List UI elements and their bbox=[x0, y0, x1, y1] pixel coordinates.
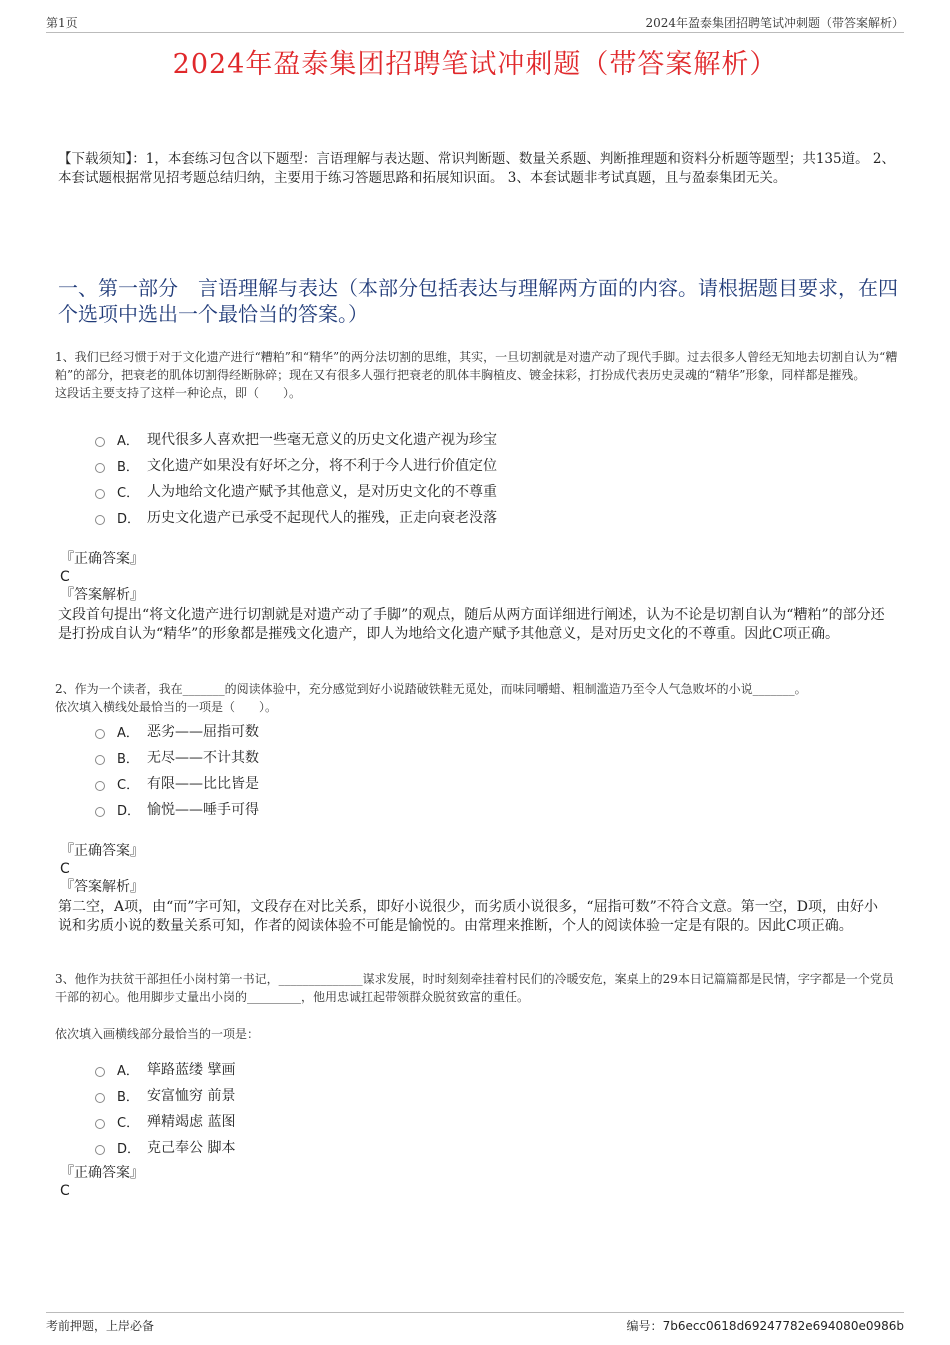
question-2-analysis: 第二空，A项，由“而”字可知，文段存在对比关系，即好小说很少，而劣质小说很多，“屈指可数”不符合文意。第一空，D项，由好小说和劣质小说的数量关系可知，作者的阅读体验不可能是愉悦的。由常理来推断，个人的阅读体验一定是有限的。因此C项正确。 bbox=[58, 899, 878, 934]
question-2-answer bbox=[60, 842, 890, 896]
answer-label: 『正确答案』 bbox=[60, 1165, 144, 1181]
analysis-label: 『答案解析』 bbox=[60, 879, 144, 895]
radio-icon[interactable] bbox=[95, 463, 105, 473]
option-a[interactable]: A． 筚路蓝缕 擘画 bbox=[95, 1056, 795, 1082]
option-c[interactable]: C． 殚精竭虑 蓝图 bbox=[95, 1108, 795, 1134]
question-1-answer bbox=[60, 550, 890, 604]
question-2-text: 2、作为一个读者，我在_______的阅读体验中，充分感觉到好小说踏破铁鞋无觅处，而味同嚼蜡、粗制滥造乃至令人气急败坏的小说_______。 bbox=[55, 682, 807, 696]
option-d[interactable]: D． 历史文化遗产已承受不起现代人的摧残，正走向衰老没落 bbox=[95, 504, 795, 530]
option-b[interactable]: B． 文化遗产如果没有好坏之分，将不利于今人进行价值定位 bbox=[95, 452, 795, 478]
option-b[interactable]: B． 无尽——不计其数 bbox=[95, 744, 795, 770]
page-footer bbox=[46, 1312, 904, 1334]
question-3-stem: 3、他作为扶贫干部担任小岗村第一书记，______________谋求发展，时时刻刻牵挂着村民们的冷暖安危，案桌上的29本日记篇篇都是民情，字字都是一个党员干部的初心。他用脚步丈量出小岗的_________，他用忠诚扛起带领群众脱贫致富的重任。 bbox=[55, 972, 894, 1004]
question-2-options bbox=[95, 718, 795, 822]
option-c[interactable]: C． 有限——比比皆是 bbox=[95, 770, 795, 796]
page-title: 2024年盈泰集团招聘笔试冲刺题（带答案解析） bbox=[172, 49, 778, 80]
download-notice: 【下载须知】：1，本套练习包含以下题型：言语理解与表达题、常识判断题、数量关系题、判断推理题和资料分析题等题型；共135道。 2、本套试题根据常见招考题总结归纳，主要用于练习答题思路和拓展知识面。 3、本套试题非考试真题，且与盈泰集团无关。 bbox=[58, 151, 895, 186]
radio-icon[interactable] bbox=[95, 807, 105, 817]
answer-label: 『正确答案』 bbox=[60, 551, 144, 567]
radio-icon[interactable] bbox=[95, 1093, 105, 1103]
radio-icon[interactable] bbox=[95, 1145, 105, 1155]
question-3-answer bbox=[60, 1164, 890, 1200]
footer-code: 编号：7b6ecc0618d69247782e694080e0986b bbox=[626, 1319, 904, 1333]
question-3-prompt: 依次填入画横线部分最恰当的一项是： bbox=[55, 1027, 260, 1041]
radio-icon[interactable] bbox=[95, 781, 105, 791]
option-a[interactable]: A． 现代很多人喜欢把一些毫无意义的历史文化遗产视为珍宝 bbox=[95, 426, 795, 452]
answer-value: C bbox=[60, 569, 70, 585]
page-header bbox=[46, 14, 904, 33]
question-1-stem bbox=[55, 348, 900, 402]
option-c[interactable]: C． 人为地给文化遗产赋予其他意义，是对历史文化的不尊重 bbox=[95, 478, 795, 504]
answer-value: C bbox=[60, 1183, 70, 1199]
question-2-stem bbox=[55, 680, 900, 716]
radio-icon[interactable] bbox=[95, 489, 105, 499]
section-heading: 一、第一部分 言语理解与表达（本部分包括表达与理解两方面的内容。请根据题目要求，在四个选项中选出一个最恰当的答案。） bbox=[58, 276, 898, 326]
radio-icon[interactable] bbox=[95, 1067, 105, 1077]
question-1-options bbox=[95, 426, 795, 530]
question-2-prompt: 依次填入横线处最恰当的一项是（ ）。 bbox=[55, 700, 278, 714]
radio-icon[interactable] bbox=[95, 755, 105, 765]
footer-slogan: 考前押题，上岸必备 bbox=[46, 1319, 155, 1333]
radio-icon[interactable] bbox=[95, 437, 105, 447]
fill-blank-1: ______________ bbox=[278, 972, 363, 986]
option-a[interactable]: A． 恶劣——屈指可数 bbox=[95, 718, 795, 744]
question-1-text: 1、我们已经习惯于对于文化遗产进行“糟粕”和“精华”的两分法切割的思维，其实，一旦切割就是对遗产动了现代手脚。过去很多人曾经无知地去切割自认为“糟粕”的部分，把衰老的肌体切割得经断脉碎；现在又有很多人强行把衰老的肌体丰胸植皮、镀金抹彩，打扮成代表历史灵魂的“精华”形象，同样都是摧残。 bbox=[55, 350, 898, 382]
radio-icon[interactable] bbox=[95, 1119, 105, 1129]
page-number: 第1页 bbox=[46, 16, 78, 30]
header-doc-title: 2024年盈泰集团招聘笔试冲刺题（带答案解析） bbox=[645, 16, 904, 30]
radio-icon[interactable] bbox=[95, 729, 105, 739]
radio-icon[interactable] bbox=[95, 515, 105, 525]
option-d[interactable]: D． 克己奉公 脚本 bbox=[95, 1134, 795, 1160]
question-1-prompt: 这段话主要支持了这样一种论点，即（ ）。 bbox=[55, 386, 302, 400]
answer-label: 『正确答案』 bbox=[60, 843, 144, 859]
option-b[interactable]: B． 安富恤穷 前景 bbox=[95, 1082, 795, 1108]
option-d[interactable]: D． 愉悦——唾手可得 bbox=[95, 796, 795, 822]
question-3-options bbox=[95, 1056, 795, 1160]
question-1-analysis: 文段首句提出“将文化遗产进行切割就是对遗产动了手脚”的观点，随后从两方面详细进行阐述，认为不论是切割自认为“糟粕”的部分还是打扮成自认为“精华”的形象都是摧残文化遗产，即人为地给文化遗产赋予其他意义，是对历史文化的不尊重。因此C项正确。 bbox=[58, 607, 885, 642]
answer-value: C bbox=[60, 861, 70, 877]
analysis-label: 『答案解析』 bbox=[60, 587, 144, 603]
fill-blank-2: _________ bbox=[247, 990, 302, 1004]
